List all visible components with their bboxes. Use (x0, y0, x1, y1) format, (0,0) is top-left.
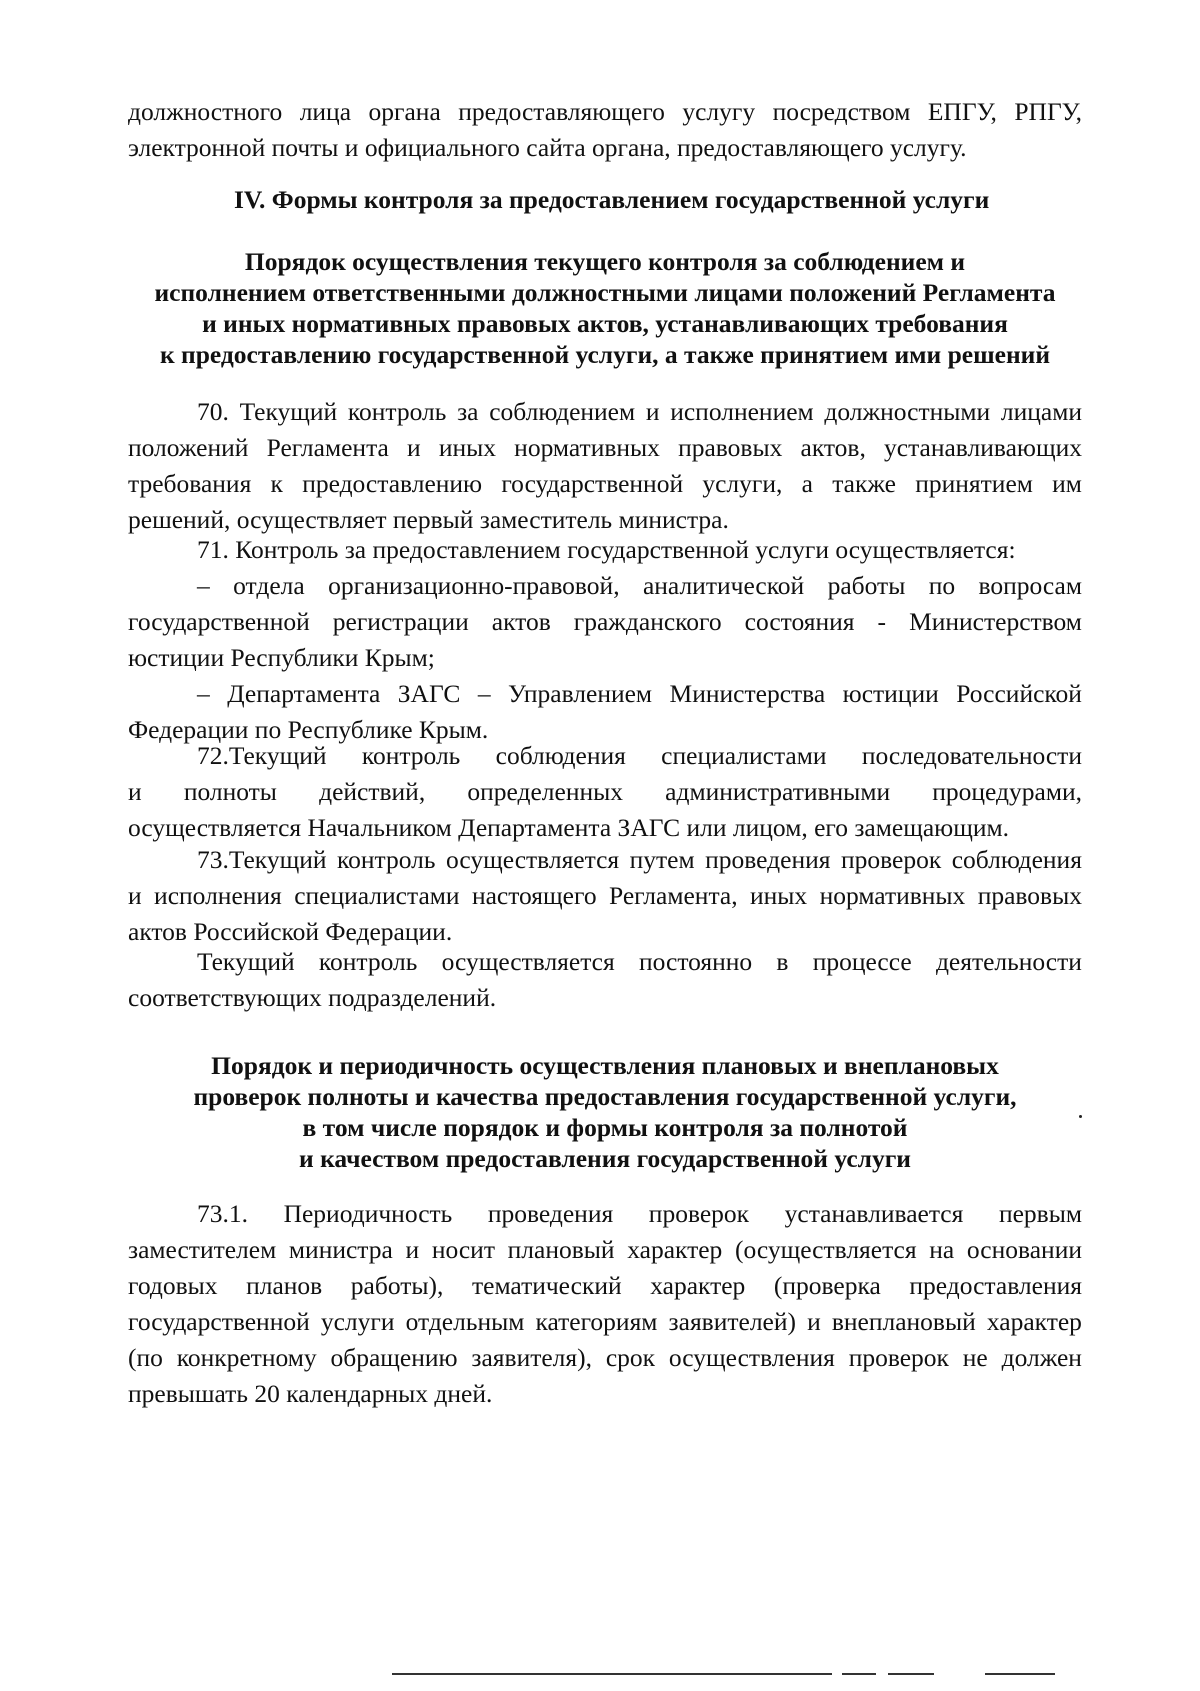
p73c-line-2: соответствующих подразделений. (128, 983, 497, 1012)
word: годовых (128, 1271, 218, 1300)
word: определенных (467, 777, 623, 806)
word: органа (368, 97, 441, 126)
word: (проверка (773, 1271, 881, 1300)
word: к (270, 469, 283, 498)
word: процессе (812, 947, 912, 976)
word: регистрации (332, 607, 469, 636)
word: и (405, 1235, 420, 1264)
word: проверок (648, 1199, 750, 1228)
p71-item-1-line-1 (128, 568, 1082, 604)
word: Департамента (227, 679, 381, 708)
word: Периодичность (283, 1199, 453, 1228)
word: требования (128, 469, 252, 498)
word: конкретному (176, 1343, 317, 1372)
word: категориям (535, 1307, 658, 1336)
word: административными (665, 777, 891, 806)
word: актов (491, 607, 551, 636)
word: должностными (824, 397, 991, 426)
p72-line-1 (128, 738, 1082, 774)
word: и (128, 881, 142, 910)
word: отдела (233, 571, 305, 600)
p73-1-line-5 (128, 1340, 1082, 1376)
word: проверок (840, 845, 942, 874)
word: лица (299, 97, 352, 126)
word: проведения (487, 1199, 614, 1228)
word: основании (966, 1235, 1082, 1264)
heading-1-line-3: и иных нормативных правовых актов, устанавливающих требования (202, 309, 1008, 338)
word: характер (627, 1235, 723, 1264)
p73-1-line-2 (128, 1232, 1082, 1268)
word: гражданского (573, 607, 722, 636)
paragraph-73-continuation (128, 944, 1082, 1016)
word: Российской (956, 679, 1082, 708)
intro-line-1 (128, 94, 1082, 130)
word: положений (128, 433, 249, 462)
p70-line-4: решений, осуществляет первый заместитель министра. (128, 505, 729, 534)
word: предоставлению (302, 469, 483, 498)
word: им (1052, 469, 1082, 498)
word: Регламента, (608, 881, 738, 910)
p73-1-line-6: превышать 20 календарных дней. (128, 1379, 493, 1408)
p73-line-2 (128, 878, 1082, 914)
paragraph-71 (128, 532, 1082, 748)
word: на (929, 1235, 955, 1264)
heading-planned-inspections (128, 1050, 1082, 1174)
word: контроль (347, 397, 447, 426)
word: и (407, 433, 421, 462)
word: (по (128, 1343, 163, 1372)
word: планов (246, 1271, 323, 1300)
word: последовательности (861, 741, 1082, 770)
word: тематический (471, 1271, 622, 1300)
word: устанавливается (784, 1199, 964, 1228)
heading-1-line-4: к предоставлению государственной услуги, а также принятием ими решений (159, 340, 1051, 369)
heading-current-control (128, 246, 1082, 370)
word: обращению (330, 1343, 458, 1372)
word: должен (1001, 1343, 1082, 1372)
intro-paragraph (128, 94, 1082, 166)
word: государственной (128, 1307, 310, 1336)
word: иных (749, 881, 808, 910)
word: постоянно (638, 947, 753, 976)
paragraph-73 (128, 842, 1082, 950)
footer-rule-1 (392, 1673, 832, 1675)
p71-item-1-line-2 (128, 604, 1082, 640)
word: соблюдения (495, 741, 626, 770)
p70-line-3 (128, 466, 1082, 502)
word: проверок (848, 1343, 949, 1372)
word: проведения (705, 845, 831, 874)
p71-item-2-line-2: Федерации по Республике Крым. (128, 715, 489, 744)
word: услугу (682, 97, 756, 126)
word: – (197, 679, 210, 708)
p73-1-line-4 (128, 1304, 1082, 1340)
word: 72.Текущий (197, 741, 327, 770)
word: правовых (977, 881, 1082, 910)
footer-rule-2 (842, 1673, 876, 1675)
word: вопросам (978, 571, 1082, 600)
word: ЗАГС (397, 679, 461, 708)
heading-2-line-2: проверок полноты и качества предоставления государственной услуги, (193, 1082, 1017, 1111)
word: РПГУ, (1014, 97, 1082, 126)
word: специалистами (661, 741, 827, 770)
word: предоставления (909, 1271, 1082, 1300)
heading-2-line-1: Порядок и периодичность осуществления плановых и внеплановых (211, 1051, 999, 1080)
word: контроль (337, 845, 436, 874)
p71-item-1-line-3: юстиции Республики Крым; (128, 643, 435, 672)
word: (осуществляется (734, 1235, 917, 1264)
word: Регламента (266, 433, 389, 462)
word: Управлением (508, 679, 653, 708)
heading-1-line-1: Порядок осуществления текущего контроля за соблюдением и (244, 247, 966, 276)
paragraph-70 (128, 394, 1082, 538)
word: Текущий (239, 397, 338, 426)
word: осуществляется (441, 947, 615, 976)
word: за (457, 397, 479, 426)
p70-line-1 (128, 394, 1082, 430)
word: полноты (183, 777, 277, 806)
word: – (197, 571, 210, 600)
word: а (801, 469, 813, 498)
word: характер (986, 1307, 1082, 1336)
word: нормативных (819, 881, 966, 910)
p73-1-line-1 (128, 1196, 1082, 1232)
word: Министерства (669, 679, 826, 708)
heading-2-line-4: и качеством предоставления государственной услуги (299, 1144, 911, 1173)
word: заявителя), (471, 1343, 592, 1372)
word: плановый (507, 1235, 615, 1264)
word: состояния (744, 607, 855, 636)
word: должностного (128, 97, 283, 126)
word: ЕПГУ, (927, 97, 997, 126)
paragraph-72 (128, 738, 1082, 846)
heading-2-line-3: в том числе порядок и формы контроля за полнотой (302, 1113, 908, 1142)
word: контроль (361, 741, 461, 770)
word: 73.Текущий (197, 845, 327, 874)
word: государственной (128, 607, 310, 636)
word: и (128, 777, 142, 806)
word: первым (998, 1199, 1082, 1228)
p73-1-line-3 (128, 1268, 1082, 1304)
word: Текущий (197, 947, 295, 976)
p70-line-2 (128, 430, 1082, 466)
word: государственной (501, 469, 684, 498)
word: по (928, 571, 956, 600)
word: и (645, 397, 660, 426)
word: путем (629, 845, 695, 874)
word: посредством (772, 97, 911, 126)
word: устанавливающих (884, 433, 1082, 462)
word: настоящего (471, 881, 597, 910)
word: действий, (319, 777, 426, 806)
word: также (832, 469, 896, 498)
word: - (877, 607, 887, 636)
word: актов, (800, 433, 866, 462)
word: работы), (350, 1271, 444, 1300)
word: исполнения (154, 881, 282, 910)
p73c-line-1 (128, 944, 1082, 980)
word: заявителей) (668, 1307, 796, 1336)
word: правовых (678, 433, 783, 462)
p72-line-3: осуществляется Начальником Департамента ЗАГС или лицом, его замещающим. (128, 813, 1009, 842)
paragraph-73-1 (128, 1196, 1082, 1412)
word: услуги, (702, 469, 783, 498)
word: отдельным (405, 1307, 525, 1336)
p71-item-2-line-1 (128, 676, 1082, 712)
word: характер (650, 1271, 746, 1300)
word: – (477, 679, 491, 708)
word: носит (431, 1235, 495, 1264)
word: 73.1. (197, 1199, 248, 1228)
word: специалистами (294, 881, 460, 910)
p73-line-1 (128, 842, 1082, 878)
word: соблюдением (489, 397, 636, 426)
word: юстиции (842, 679, 939, 708)
p73-line-3: актов Российской Федерации. (128, 917, 453, 946)
word: иных (438, 433, 497, 462)
heading-1-line-2: исполнением ответственными должностными лицами положений Регламента (154, 278, 1056, 307)
word: Министерством (909, 607, 1082, 636)
word: и (807, 1307, 821, 1336)
word: организационно-правовой, (328, 571, 620, 600)
word: предоставляющего (458, 97, 665, 126)
word: осуществляется (445, 845, 620, 874)
word: внеплановый (831, 1307, 976, 1336)
word: принятием (915, 469, 1033, 498)
word: услуги (320, 1307, 395, 1336)
word: заместителем (128, 1235, 277, 1264)
word: аналитической (642, 571, 805, 600)
word: процедурами, (932, 777, 1082, 806)
word: срок (605, 1343, 656, 1372)
word: исполнением (670, 397, 814, 426)
intro-line-2: электронной почты и официального сайта органа, предоставляющего услугу. (128, 133, 967, 162)
section-iv-title: IV. Формы контроля за предоставлением государственной услуги (234, 185, 990, 214)
word: лицами (1000, 397, 1082, 426)
word: 70. (197, 397, 229, 426)
p72-line-2 (128, 774, 1082, 810)
word: деятельности (935, 947, 1082, 976)
word: контроль (318, 947, 418, 976)
word: нормативных (514, 433, 660, 462)
footer-rule-4 (985, 1673, 1055, 1675)
p71-line-1: 71. Контроль за предоставлением государственной услуги осуществляется: (197, 535, 1016, 564)
word: не (962, 1343, 988, 1372)
word: работы (827, 571, 906, 600)
word: министра (288, 1235, 393, 1264)
word: соблюдения (951, 845, 1082, 874)
footer-rule-3 (888, 1673, 934, 1675)
word: в (776, 947, 789, 976)
word: осуществления (668, 1343, 835, 1372)
